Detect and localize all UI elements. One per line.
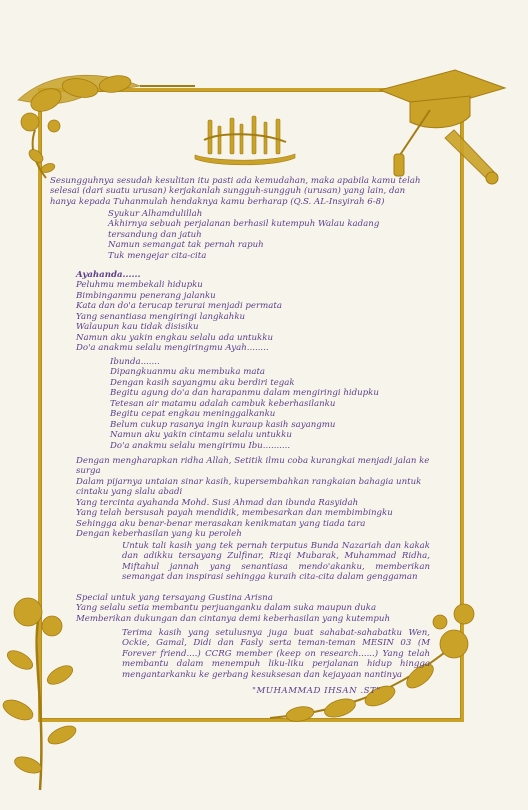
father-line: Yang senantiasa mengiringi langkahku [76, 311, 246, 322]
signature-text: "MUHAMMAD IHSAN .ST" [252, 686, 381, 696]
gratitude-line: Namun semangat tak pernah rapuh [108, 240, 264, 251]
mother-line: Namun aku yakin cintamu selalu untukku [110, 430, 292, 441]
siblings-text: Untuk tali kasih yang tek pernah terputus Bunda Nazariah dan kakak dan adikku tersayang Zulfinar, Rizqi Mubarak, Muhammad Ridha, Miftahul jannah yang senantiasa mendo'akanku, memberikan semangat dan inspirasi sehingga kuraih cita-cita dalam genggaman [122, 541, 430, 583]
dedication-paragraph [76, 456, 430, 540]
special-line: Memberikan dukungan dan cintanya demi keberhasilan yang kutempuh [76, 613, 390, 624]
mother-line: Do'a anakmu selalu mengirimu Ibu.......... [110, 440, 291, 451]
gratitude-line: Syukur Alhamdulillah [108, 209, 203, 219]
father-line: Namun aku yakin engkau selalu ada untukku [76, 332, 273, 343]
graduation-cap-icon [370, 60, 510, 190]
friends-thanks-paragraph [122, 628, 430, 680]
special-line: Yang selalu setia membantu perjuanganku dalam suka maupun duka [76, 603, 377, 614]
dedication-line: Yang telah bersusah payah mendidik, membesarkan dan membimbingku [76, 508, 393, 519]
floral-top-left-ornament [10, 60, 200, 180]
father-line: Peluhmu membekali hidupku [76, 280, 203, 291]
gratitude-line: Tuk mengejar cita-cita [108, 250, 207, 261]
mother-stanza [110, 357, 410, 451]
dedication-line: Sehingga aku benar-benar merasakan kenikmatan yang tiada tara [76, 518, 366, 529]
father-stanza [76, 270, 356, 354]
gratitude-line: Akhirnya sebuah perjalanan berhasil kutempuh Walau kadang tersandung dan jatuh [108, 219, 380, 240]
quran-quote [50, 176, 430, 207]
father-heading: Ayahanda...... [76, 270, 141, 280]
mother-line: Dengan kasih sayangmu aku berdiri tegak [110, 377, 295, 388]
dedication-line: Dengan keberhasilan yang ku peroleh [76, 529, 242, 540]
mother-line: Begitu agung do'a dan harapanmu dalam mengiringi hidupku [110, 388, 379, 399]
special-line: Special untuk yang tersayang Gustina Arisna [76, 593, 273, 603]
father-line: Do'a anakmu selalu mengiringmu Ayah........ [76, 343, 269, 354]
dedication-line: Dalam pijarnya untaian sinar kasih, kupersembahkan rangkaian bahagia untuk cintaku yang slalu abadi [76, 476, 422, 498]
father-line: Kata dan do'a terucap terurai menjadi permata [76, 301, 282, 312]
mother-line: Dipangkuanmu aku membuka mata [110, 367, 266, 378]
siblings-paragraph [122, 541, 430, 583]
father-line: Bimbinganmu penerang jalanku [76, 290, 216, 301]
special-thanks-stanza [76, 593, 416, 624]
author-signature [252, 686, 412, 696]
father-line: Walaupun kau tidak disisiku [76, 322, 199, 333]
mother-line: Tetesan air matamu adalah cambuk keberhasilanku [110, 398, 336, 409]
gratitude-stanza [108, 209, 430, 261]
dedication-line: Dengan mengharapkan ridha Allah, Setitik ilmu coba kurangkai menjadi jalan ke surga [76, 456, 430, 477]
mother-heading: Ibunda....... [110, 357, 160, 367]
thanks-text: Terima kasih yang setulusnya juga buat sahabat-sahabatku Wen, Ockie, Gamal, Didi dan Fasly serta teman-teman MESIN 03 (M Forever friend....) CCRG member (keep on research......) Yang telah membantu dalam menempuh liku-liku perjalanan hidup hingga mengantarkanku ke gerbang kesuksesan dan kejayaan nantinya [122, 628, 430, 680]
mother-line: Belum cukup rasanya ingin kuraup kasih sayangmu [110, 419, 336, 430]
dedication-line: Yang tercinta ayahanda Mohd. Susi Ahmad dan ibunda Rasyidah [76, 497, 359, 508]
quote-text: Sesungguhnya sesudah kesulitan itu pasti ada kemudahan, maka apabila kamu telah selesai (dari suatu urusan) kerjakanlah sungguh-sungguh (urusan) yang lain, dan hanya kepada Tuhanmulah hendaknya kamu berharap (Q.S. AL-Insyirah 6-8) [50, 176, 421, 207]
mother-line: Begitu cepat engkau meninggalkanku [110, 409, 276, 420]
